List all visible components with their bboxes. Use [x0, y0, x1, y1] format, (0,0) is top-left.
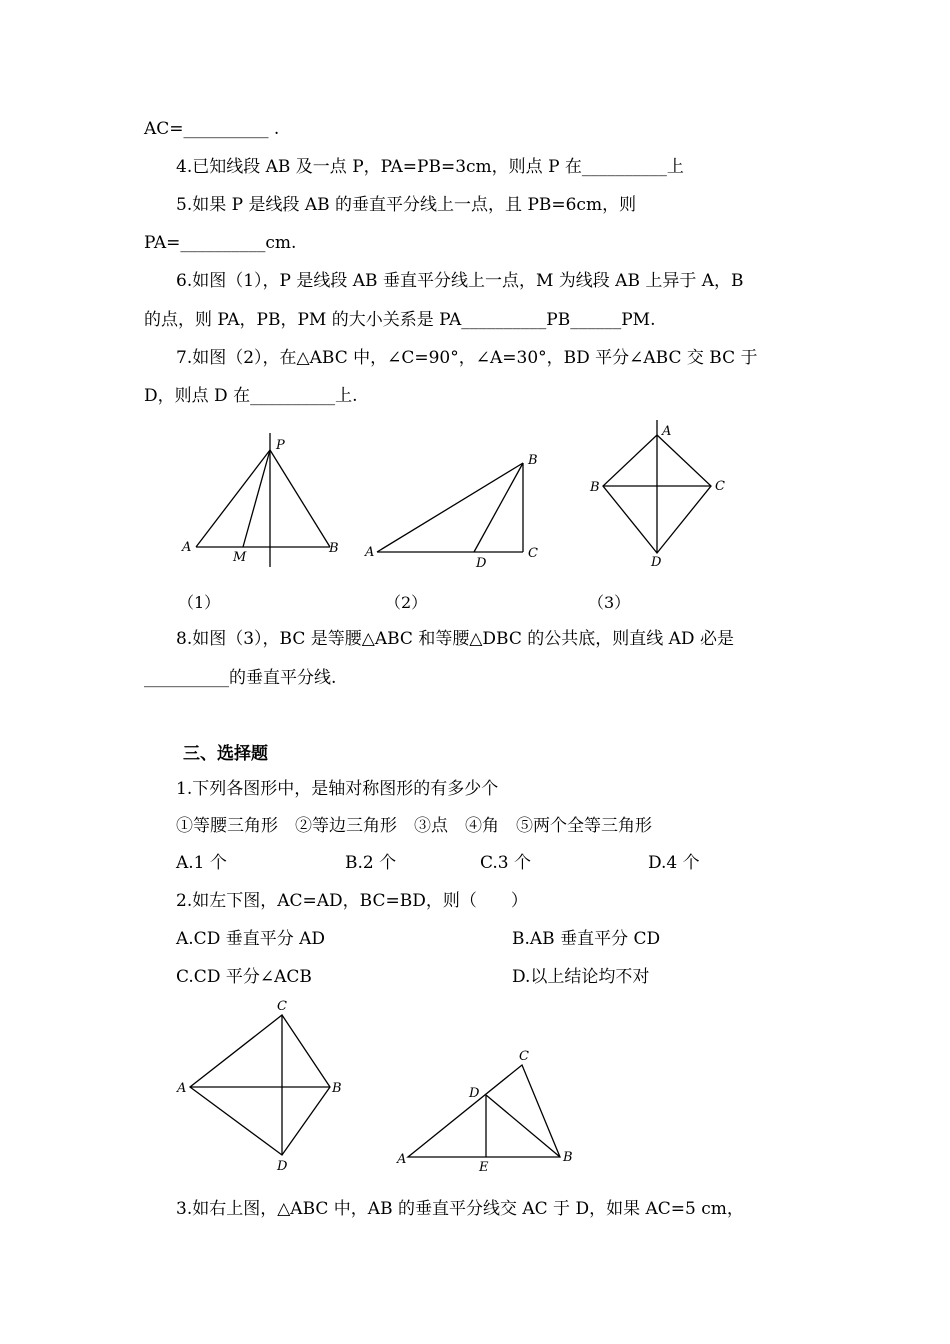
- label-b: B: [563, 1150, 573, 1165]
- choice-q2-option-b: B.AB 垂直平分 CD: [512, 929, 661, 949]
- label-a: A: [177, 1081, 187, 1096]
- segment-pm: [243, 450, 270, 547]
- label-c: C: [528, 546, 538, 561]
- label-b: B: [332, 1081, 342, 1096]
- choice-q1-option-d: D.4 个: [648, 853, 700, 873]
- choice-q2-option-c: C.CD 平分∠ACB: [176, 967, 312, 987]
- figure-3: [585, 415, 735, 575]
- label-m: M: [233, 550, 247, 565]
- choice-q1-option-b: B.2 个: [345, 853, 397, 873]
- q8-line2: __________的垂直平分线.: [144, 668, 337, 688]
- q5-line2: PA=__________cm.: [144, 233, 297, 253]
- label-b: B: [329, 541, 339, 556]
- q6-line1: 6.如图（1），P 是线段 AB 垂直平分线上一点，M 为线段 AB 上异于 A，B: [176, 271, 744, 291]
- q8-line1: 8.如图（3），BC 是等腰△ABC 和等腰△DBC 的公共底，则直线 AD 必是: [176, 629, 734, 649]
- label-d: D: [476, 556, 487, 571]
- q7-line2: D，则点 D 在__________上.: [144, 386, 358, 406]
- segment-pa: [196, 450, 270, 547]
- figure-1: [170, 425, 360, 570]
- label-a: A: [365, 545, 375, 560]
- segment-db: [486, 1095, 560, 1157]
- figure-2-caption: （2）: [385, 593, 428, 612]
- q5-line1: 5.如果 P 是线段 AB 的垂直平分线上一点，且 PB=6cm，则: [176, 195, 637, 215]
- quadrilateral-acbd: [190, 1015, 330, 1155]
- q6-line2: 的点，则 PA，PB，PM 的大小关系是 PA__________PB______PM.: [144, 310, 656, 330]
- q7-line1: 7.如图（2），在△ABC 中，∠C=90°，∠A=30°，BD 平分∠ABC 交 BC 于: [176, 348, 758, 368]
- label-p: P: [276, 438, 285, 453]
- choice-q1-items: ①等腰三角形 ②等边三角形 ③点 ④角 ⑤两个全等三角形: [176, 816, 652, 836]
- choice-q1-stem: 1.下列各图形中，是轴对称图形的有多少个: [176, 779, 499, 799]
- choice-q1-option-c: C.3 个: [480, 853, 532, 873]
- label-a: A: [397, 1152, 407, 1167]
- label-a: A: [662, 424, 672, 439]
- q3-tail: AC=__________ .: [144, 119, 280, 139]
- segment-pb: [270, 450, 330, 547]
- label-c: C: [519, 1049, 529, 1064]
- section-heading: 三、选择题: [183, 744, 268, 764]
- segment-ab: [377, 463, 523, 552]
- choice-q2-option-a: A.CD 垂直平分 AD: [176, 929, 326, 949]
- segment-bd: [474, 463, 523, 552]
- label-c: C: [277, 999, 287, 1014]
- label-d: D: [469, 1086, 480, 1101]
- label-e: E: [479, 1160, 489, 1175]
- figure-1-caption: （1）: [178, 593, 221, 612]
- label-a: A: [182, 540, 192, 555]
- figure-bottom-right: [390, 1045, 590, 1175]
- label-c: C: [715, 479, 725, 494]
- choice-q2-option-d: D.以上结论均不对: [512, 967, 650, 987]
- label-d: D: [277, 1159, 288, 1174]
- label-b: B: [528, 453, 538, 468]
- choice-q3-stem: 3.如右上图，△ABC 中，AB 的垂直平分线交 AC 于 D，如果 AC=5 cm，: [176, 1199, 744, 1219]
- figure-2: [360, 445, 550, 570]
- q4-text: 4.已知线段 AB 及一点 P，PA=PB=3cm，则点 P 在__________上: [176, 157, 684, 177]
- label-b: B: [590, 480, 600, 495]
- choice-q2-stem: 2.如左下图，AC=AD，BC=BD，则（ ）: [176, 891, 528, 911]
- triangle-abc: [408, 1065, 560, 1157]
- figure-bottom-left: [170, 995, 360, 1180]
- figure-3-caption: （3）: [588, 593, 631, 612]
- choice-q1-option-a: A.1 个: [176, 853, 227, 873]
- label-d: D: [651, 555, 662, 570]
